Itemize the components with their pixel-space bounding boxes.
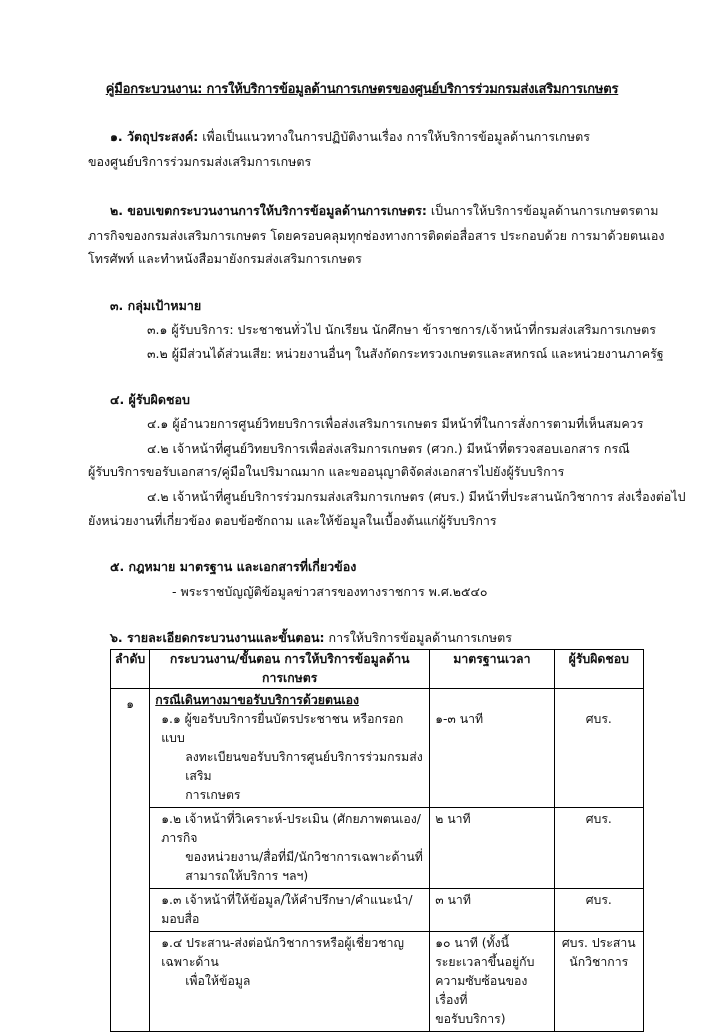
time-value: ความซับซ้อนของเรื่องที่ [435,974,528,1007]
procedure-cell [150,689,430,808]
proc-line: ๑.๒ เจ้าหน้าที่วิเคราะห์-ประเมิน (ศักยภาพตนเอง/ภารกิจ [161,812,421,845]
responsible-cell [554,689,643,808]
section-3-label: ๓. กลุ่มเป้าหมาย [110,298,202,313]
proc-line: ลงทะเบียนขอรับบริการศูนย์บริการร่วมกรมส่งเสริม [185,750,423,783]
section-4-label: ๔. ผู้รับผิดชอบ [110,392,190,407]
responsible-value: ศบร. [585,893,612,907]
responsible-cell [554,889,643,932]
proc-line: ๑.๑ ผู้ขอรับบริการยื่นบัตรประชาชน หรือกรอกแบบ [161,712,404,745]
header-step: ลำดับ [111,650,150,689]
time-value: ๒ นาที [435,812,471,826]
table-row [111,808,644,889]
time-cell [430,932,554,1032]
group-title: กรณีเดินทางมาขอรับบริการด้วยตนเอง [155,693,359,707]
section-5-label: ๕. กฎหมาย มาตรฐาน และเอกสารที่เกี่ยวข้อง [110,559,357,574]
responsible-value: นักวิชาการ [569,955,629,969]
section-2-text-cont2: โทรศัพท์ และทำหนังสือมายังกรมส่งเสริมการเกษตร [88,251,362,266]
header-time-standard: มาตรฐานเวลา [430,650,554,689]
section-4-item-2: ๔.๒ เจ้าหน้าที่ศูนย์วิทยบริการเพื่อส่งเสริมการเกษตร (ศวก.) มีหน้าที่ตรวจสอบเอกสาร กรณี [147,441,630,456]
table-row [111,689,644,808]
table-row [111,889,644,932]
section-1 [110,127,590,147]
step-number: ๑ [111,689,150,1032]
responsible-value: ศบร. [585,812,612,826]
table-row [111,932,644,1032]
header-responsible: ผู้รับผิดชอบ [554,650,643,689]
time-value: ๑-๓ นาที [435,712,484,726]
section-4-item-1: ๔.๑ ผู้อำนวยการศูนย์วิทยบริการเพื่อส่งเสริมการเกษตร มีหน้าที่ในการสั่งการตามที่เห็นสมควร [147,416,644,431]
proc-line: การเกษตร [185,788,241,802]
proc-line: ของหน่วยงาน/สื่อที่มี/นักวิชาการเฉพาะด้านที่ [185,850,423,864]
time-cell [430,689,554,808]
proc-line: ๑.๓ เจ้าหน้าที่ให้ข้อมูล/ให้คำปรึกษา/คำแนะนำ/มอบสื่อ [161,893,413,926]
procedure-cell [150,932,430,1032]
section-2-text-cont: ภารกิจของกรมส่งเสริมการเกษตร โดยครอบคลุมทุกช่องทางการติดต่อสื่อสาร ประกอบด้วย การมาด้วยตนเอง [88,228,665,243]
document-title: คู่มือกระบวนงาน: การให้บริการข้อมูลด้านการเกษตรของศูนย์บริการร่วมกรมส่งเสริมการเกษตร [105,82,619,97]
section-2 [110,201,658,221]
proc-line: สามารถให้บริการ ฯลฯ) [185,869,309,883]
section-3-item-2: ๓.๒ ผู้มีส่วนได้ส่วนเสีย: หน่วยงานอื่นๆ ในสังกัดกระทรวงเกษตรและสหกรณ์ และหน่วยงานภาครัฐ [147,346,664,361]
section-2-text: เป็นการให้บริการข้อมูลด้านการเกษตรตาม [430,203,659,218]
time-value: ระยะเวลาขึ้นอยู่กับ [435,955,535,969]
time-value: ขอรับบริการ) [435,1012,506,1026]
section-4-item-3-cont: ยังหน่วยงานที่เกี่ยวข้อง ตอบข้อซักถาม และให้ข้อมูลในเบื้องต้นแก่ผู้รับบริการ [88,513,497,528]
procedure-table [110,649,644,1032]
section-2-label: ๒. ขอบเขตกระบวนงานการให้บริการข้อมูลด้านการเกษตร: [110,203,427,218]
section-1-text-cont: ของศูนย์บริการร่วมกรมส่งเสริมการเกษตร [88,154,312,169]
responsible-cell [554,932,643,1032]
header-procedure: กระบวนงาน/ขั้นตอน การให้บริการข้อมูลด้านการเกษตร [150,650,430,689]
section-1-text: เพื่อเป็นแนวทางในการปฏิบัติงานเรื่อง การให้บริการข้อมูลด้านการเกษตร [202,129,590,144]
section-4-item-3: ๔.๒ เจ้าหน้าที่ศูนย์บริการร่วมกรมส่งเสริมการเกษตร (ศบร.) มีหน้าที่ประสานนักวิชาการ ส่งเรื่องต่อไป [147,489,686,504]
responsible-cell [554,808,643,889]
section-6-text: การให้บริการข้อมูลด้านการเกษตร [328,630,512,645]
section-6 [110,628,512,648]
table-header-row [111,650,644,689]
responsible-value: ศบร. ประสาน [561,936,636,950]
time-value: ๑๐ นาที (ทั้งนี้ [435,936,510,950]
proc-line: ๑.๔ ประสาน-ส่งต่อนักวิชาการหรือผู้เชี่ยวชาญเฉพาะด้าน [161,936,404,969]
proc-line: เพื่อให้ข้อมูล [185,974,251,988]
section-3-item-1: ๓.๑ ผู้รับบริการ: ประชาชนทั่วไป นักเรียน นักศึกษา ข้าราชการ/เจ้าหน้าที่กรมส่งเสริมการเกษตร [147,322,656,337]
section-1-label: ๑. วัตถุประสงค์: [110,129,199,144]
section-5-item-1: - พระราชบัญญัติข้อมูลข่าวสารของทางราชการ พ.ศ.๒๕๔๐ [172,584,488,599]
section-4-item-2-cont: ผู้รับบริการขอรับเอกสาร/คู่มือในปริมาณมาก และขออนุญาติจัดส่งเอกสารไปยังผู้รับบริการ [88,464,565,479]
time-value: ๓ นาที [435,893,471,907]
procedure-cell [150,808,430,889]
procedure-cell [150,889,430,932]
section-6-label: ๖. รายละเอียดกระบวนงานและขั้นตอน: [110,630,325,645]
time-cell [430,889,554,932]
time-cell [430,808,554,889]
responsible-value: ศบร. [585,712,612,726]
